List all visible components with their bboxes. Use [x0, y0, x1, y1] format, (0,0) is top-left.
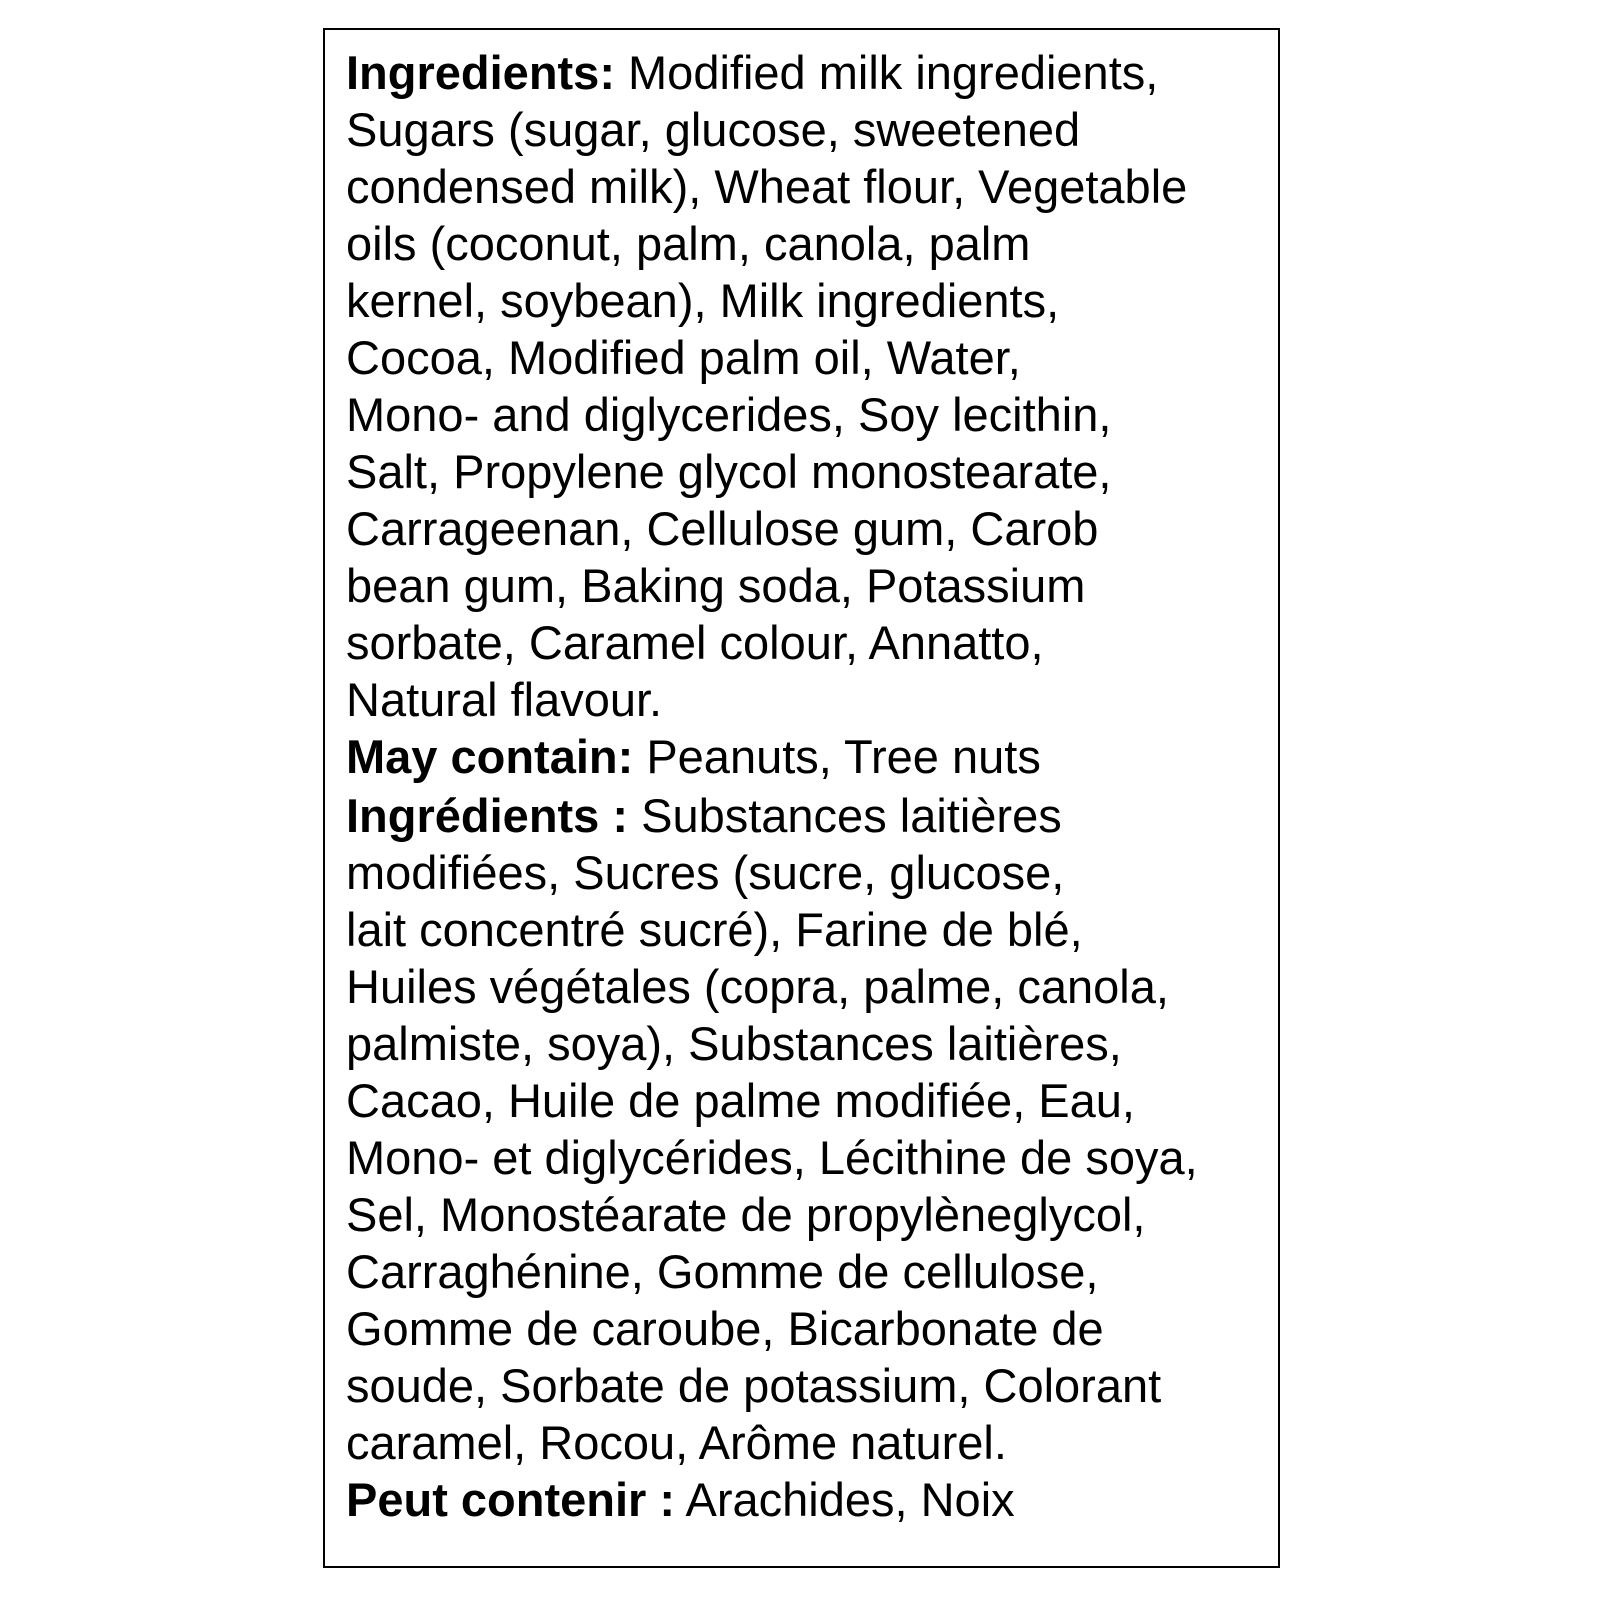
english-may-contain-text: Peanuts, Tree nuts: [633, 730, 1041, 783]
french-may-contain-line: [346, 1471, 1270, 1528]
french-ingredients-line-8: Sel, Monostéarate de propylèneglycol,: [346, 1188, 1146, 1241]
french-ingredients-line-9: Carraghénine, Gomme de cellulose,: [346, 1245, 1099, 1298]
english-ingredients-line-10: bean gum, Baking soda, Potassium: [346, 559, 1086, 612]
french-ingredients-line-3: lait concentré sucré), Farine de blé,: [346, 903, 1083, 956]
french-ingredients-line-12: caramel, Rocou, Arôme naturel.: [346, 1416, 1007, 1469]
english-ingredients-line-7: Mono- and diglycerides, Soy lecithin,: [346, 388, 1112, 441]
french-ingredients-line-11: soude, Sorbate de potassium, Colorant: [346, 1359, 1162, 1412]
french-ingredients-line-6: Cacao, Huile de palme modifiée, Eau,: [346, 1074, 1135, 1127]
french-ingredients-line-2: modifiées, Sucres (sucre, glucose,: [346, 846, 1065, 899]
english-ingredients-heading: Ingredients:: [346, 46, 615, 99]
french-may-contain-text: Arachides, Noix: [675, 1473, 1015, 1526]
english-ingredients-line-5: kernel, soybean), Milk ingredients,: [346, 274, 1060, 327]
ingredients-text-block: [346, 44, 1270, 1528]
english-ingredients-text: Modified milk ingredients,: [614, 46, 1159, 99]
english-ingredients-line-9: Carrageenan, Cellulose gum, Carob: [346, 502, 1099, 555]
english-ingredients-line-3: condensed milk), Wheat flour, Vegetable: [346, 160, 1188, 213]
french-ingredients-heading: Ingrédients :: [346, 789, 629, 842]
french-ingredients-text: Substances laitières: [628, 789, 1062, 842]
ingredients-label-box: [323, 28, 1280, 1568]
english-ingredients-line-12: Natural flavour.: [346, 673, 663, 726]
english-ingredients-line-2: Sugars (sugar, glucose, sweetened: [346, 103, 1081, 156]
french-ingredients-line-1: [346, 787, 1270, 844]
english-may-contain-line: [346, 728, 1270, 785]
english-ingredients-line-11: sorbate, Caramel colour, Annatto,: [346, 616, 1044, 669]
french-ingredients-line-7: Mono- et diglycérides, Lécithine de soya,: [346, 1131, 1198, 1184]
french-ingredients-line-10: Gomme de caroube, Bicarbonate de: [346, 1302, 1104, 1355]
english-may-contain-heading: May contain:: [346, 730, 634, 783]
english-ingredients-line-1: [346, 44, 1270, 101]
french-may-contain-heading: Peut contenir :: [346, 1473, 676, 1526]
french-ingredients-line-4: Huiles végétales (copra, palme, canola,: [346, 960, 1169, 1013]
english-ingredients-line-8: Salt, Propylene glycol monostearate,: [346, 445, 1112, 498]
french-ingredients-line-5: palmiste, soya), Substances laitières,: [346, 1017, 1122, 1070]
english-ingredients-line-4: oils (coconut, palm, canola, palm: [346, 217, 1031, 270]
english-ingredients-line-6: Cocoa, Modified palm oil, Water,: [346, 331, 1021, 384]
